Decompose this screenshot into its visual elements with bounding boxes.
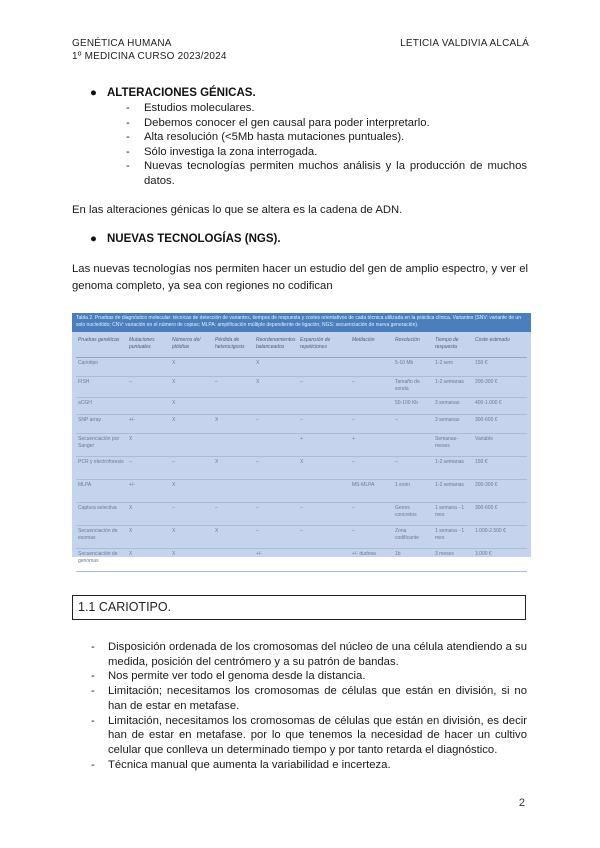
table-cell: 300-600 € xyxy=(475,505,498,511)
table-cell: – xyxy=(395,459,398,465)
table-cell xyxy=(298,480,350,502)
table-cell: Semanas-meses xyxy=(435,436,458,449)
table-cell: – xyxy=(215,379,218,385)
table-cell: X xyxy=(129,528,133,534)
table-row-label: aCGH xyxy=(78,400,92,406)
table-cell: X xyxy=(172,400,176,406)
list-item: - Alta resolución (<5Mb hasta mutaciones puntuales). xyxy=(126,131,405,144)
table-cell: 150 € xyxy=(475,360,488,366)
table-cell: X xyxy=(256,379,260,385)
table-header-cell: Metilación xyxy=(352,337,375,343)
table-cell: 50-100 Kb xyxy=(395,400,419,406)
table-cell: X xyxy=(172,379,176,385)
list-item: - Debemos conocer el gen causal para poder interpretarlo. xyxy=(126,116,430,129)
table-cell xyxy=(213,480,254,502)
table-cell: 1 semana - 1 mes xyxy=(435,505,465,518)
table-row-label: MLPA xyxy=(78,482,92,488)
table-cell xyxy=(127,358,170,376)
table-cell: 1-2 sem xyxy=(435,360,454,366)
table-cell: – xyxy=(129,459,132,465)
table-cell: – xyxy=(352,417,355,423)
heading-text: ALTERACIONES GÉNICAS. xyxy=(107,87,256,99)
table-cell xyxy=(298,549,350,571)
table-row xyxy=(76,358,527,377)
table-row xyxy=(76,503,527,526)
table-cell: 400-1.000 € xyxy=(475,400,502,406)
table-header-cell: Números de/ plóidías xyxy=(172,337,201,350)
table-cell: Tamaño de sonda xyxy=(395,379,420,392)
bullet-icon: ● xyxy=(90,87,97,99)
table-cell: X xyxy=(215,528,219,534)
table-row xyxy=(76,457,527,480)
author-name: LETICIA VALDIVIA ALCALÁ xyxy=(400,38,529,49)
table-cell: – xyxy=(352,459,355,465)
table-cell: – xyxy=(300,528,303,534)
table-header-row xyxy=(76,335,527,358)
table-cell: + xyxy=(300,436,303,442)
table-cell xyxy=(170,434,213,456)
list-item: - Estudios moleculares. xyxy=(126,102,255,114)
table-header-cell: Mutaciones puntuales xyxy=(129,337,155,350)
table-cell: MS-MLPA xyxy=(352,482,375,488)
table-row-label: FISH xyxy=(78,379,90,385)
table-cell: – xyxy=(256,505,259,511)
table-cell: 200-300 € xyxy=(475,379,498,385)
table-cell: X xyxy=(172,417,176,423)
table-cell: +/- xyxy=(256,551,262,557)
table-cell xyxy=(350,398,393,414)
table-caption: Tabla 2. Pruebas de diagnóstico molecular: técnicas de detección de variantes, tiempos de respuesta y costes orientativos de cada técnica utilizada en la práctica clínica. Variantes (SNV: variante de un solo nucleótido; CNV: variación en el número de copias; MLPA: amplificación múltiple dependiente de ligación; NGS: secuenciación de nueva generación). xyxy=(72,313,531,332)
table-cell: X xyxy=(172,360,176,366)
table-cell: X xyxy=(172,482,176,488)
table-grid xyxy=(76,335,527,572)
table-row-label: Cariotipo xyxy=(78,360,99,366)
table-cell: 1.000-2.500 € xyxy=(475,528,506,534)
table-cell xyxy=(213,549,254,571)
cariotipo-list xyxy=(91,640,527,772)
table-cell: – xyxy=(300,417,303,423)
table-cell: +/- dudosa xyxy=(352,551,376,557)
table-row-label: Secuenciación de genomas xyxy=(78,551,118,564)
table-cell: – xyxy=(172,505,175,511)
table-cell xyxy=(350,358,393,376)
table-cell xyxy=(127,398,170,414)
section-heading-alteraciones xyxy=(90,87,256,99)
table-cell: Variable xyxy=(475,436,493,442)
table-cell xyxy=(254,434,298,456)
table-cell xyxy=(298,398,350,414)
table-row xyxy=(76,480,527,503)
table-cell: 3 meses xyxy=(435,551,454,557)
table-cell: – xyxy=(395,417,398,423)
table-row-label: Secuenciación de exomas xyxy=(78,528,118,541)
table-row-label: SNP array xyxy=(78,417,101,423)
list-item: - Nuevas tecnologías permiten muchos análisis y la producción de muchos datos. xyxy=(126,160,527,187)
table-cell xyxy=(393,434,433,456)
list-item: - Disposición ordenada de los cromosomas del núcleo de una célula atendiendo a su medida, posición del centrómero y a su patrón de bandas. xyxy=(91,641,527,668)
table-header-cell: Pérdida de heterocigosis xyxy=(215,337,245,350)
table-cell xyxy=(213,398,254,414)
table-cell: 1b xyxy=(395,551,401,557)
table-cell: X xyxy=(129,436,133,442)
table-cell: 1-2 semanas xyxy=(435,482,464,488)
heading-text: NUEVAS TECNOLOGÍAS (NGS). xyxy=(107,233,281,245)
table-cell: Zona codificante xyxy=(395,528,419,541)
paragraph-alteraciones: En las alteraciones génicas lo que se altera es la cadena de ADN. xyxy=(72,204,403,216)
table-cell: X xyxy=(215,459,219,465)
table-header-cell: Coste estimado xyxy=(475,337,510,343)
course-title: GENÉTICA HUMANA xyxy=(72,38,172,49)
table-cell xyxy=(298,358,350,376)
table-cell: – xyxy=(215,505,218,511)
list-item: - Sólo investiga la zona interrogada. xyxy=(126,145,318,158)
table-row xyxy=(76,526,527,549)
table-cell: 5-10 Mb xyxy=(395,360,414,366)
table-cell: 1-2 semanas xyxy=(435,379,464,385)
table-cell: – xyxy=(129,379,132,385)
table-row xyxy=(76,398,527,415)
page-header-left xyxy=(72,37,227,63)
table-header-cell: Expansión de repeticiones xyxy=(300,337,331,350)
table-cell: 1 semana - 1 mes xyxy=(435,528,465,541)
section-title-cariotipo: 1.1 CARIOTIPO. xyxy=(72,595,526,620)
table-cell: – xyxy=(352,505,355,511)
table-row-label: Captura selectiva xyxy=(78,505,117,511)
course-year: 1º MEDICINA CURSO 2023/2024 xyxy=(72,51,227,62)
bullet-icon: ● xyxy=(90,233,97,245)
table-row xyxy=(76,377,527,398)
table-cell xyxy=(254,480,298,502)
table-cell: X xyxy=(172,551,176,557)
table-cell: X xyxy=(129,505,133,511)
table-row xyxy=(76,549,527,572)
table-cell: +/- xyxy=(129,482,135,488)
table-cell: 150 € xyxy=(475,459,488,465)
table-cell: + xyxy=(352,436,355,442)
list-item: - Técnica manual que aumenta la variabilidad e incerteza. xyxy=(91,758,391,771)
table-cell: +/- xyxy=(129,417,135,423)
table-cell: – xyxy=(256,459,259,465)
table-cell: X xyxy=(300,459,304,465)
table-cell: X xyxy=(129,551,133,557)
table-cell: – xyxy=(256,417,259,423)
table-header-cell: Pruebas genéticas xyxy=(78,337,120,343)
table-cell: – xyxy=(352,528,355,534)
table-cell: X xyxy=(172,528,176,534)
table-header-cell: Resolución xyxy=(395,337,420,343)
table-row-label: PCR y electroforesis xyxy=(78,459,124,465)
table-cell: X xyxy=(256,360,260,366)
diagnostic-techniques-table xyxy=(72,313,531,564)
table-cell xyxy=(213,434,254,456)
section-heading-ngs xyxy=(90,233,281,245)
table-cell: 300-600 € xyxy=(475,417,498,423)
table-cell: – xyxy=(300,505,303,511)
table-row-label: Secuenciación por Sanger xyxy=(78,436,120,449)
table-cell: 1 exón xyxy=(395,482,411,488)
table-header-cell: Reordenamientos balanceados xyxy=(256,337,296,350)
table-header-cell: Tiempo de respuesta xyxy=(435,337,459,350)
table-cell: – xyxy=(172,459,175,465)
table-row xyxy=(76,415,527,434)
alteraciones-list xyxy=(126,101,527,189)
paragraph-ngs: Las nuevas tecnologías nos permiten hacer un estudio del gen de amplio espectro, y ver el genoma completo, ya sea con regiones no codifican xyxy=(72,263,528,292)
table-row xyxy=(76,434,527,457)
table-cell: – xyxy=(256,528,259,534)
table-cell: 3.000 € xyxy=(475,551,492,557)
table-cell: – xyxy=(352,379,355,385)
table-cell xyxy=(213,358,254,376)
table-cell: 200-300 € xyxy=(475,482,498,488)
table-cell: 1-2 semanas xyxy=(435,459,464,465)
table-cell xyxy=(254,398,298,414)
table-cell: 3 semanas xyxy=(435,400,460,406)
page-number: 2 xyxy=(518,797,525,809)
table-cell: Genes concretos xyxy=(395,505,417,518)
table-cell: 3 semanas xyxy=(435,417,460,423)
list-item: - Limitación; necesitamos los cromosomas de células que están en división, si no han de estar en metafase. xyxy=(91,685,527,712)
table-cell: – xyxy=(300,379,303,385)
list-item: - Nos permite ver todo el genoma desde la distancia. xyxy=(91,670,366,683)
list-item: - Limitación, necesitamos los cromosomas de células que están en división, es decir han de estar en metafase. por lo que tenemos la necesidad de hacer un cultivo celular que conlleva un determinado tiempo y por tanto retarda el diagnóstico. xyxy=(91,714,527,756)
table-cell: X xyxy=(215,417,219,423)
